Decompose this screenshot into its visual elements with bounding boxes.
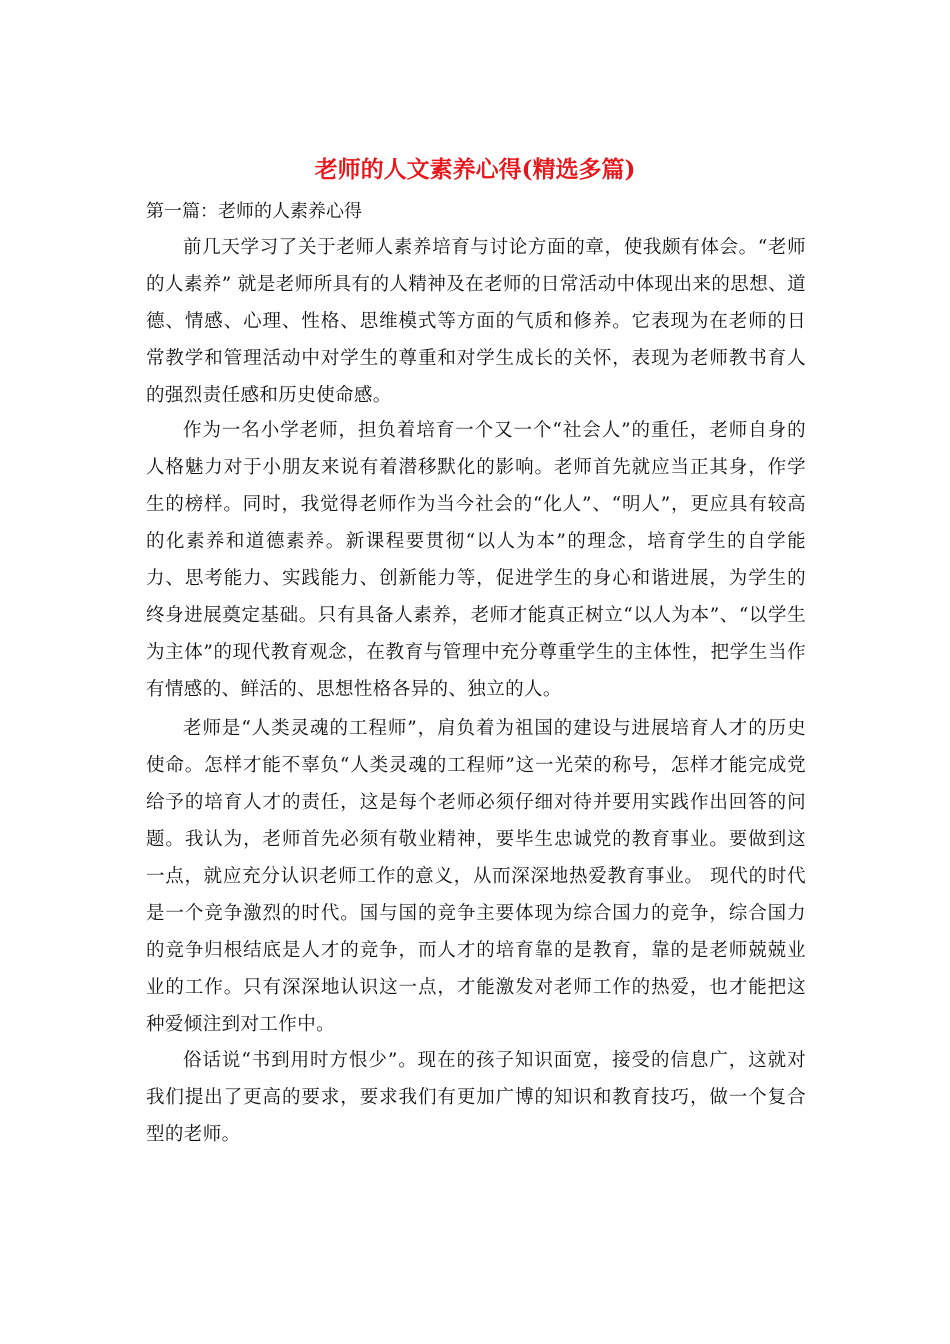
document-title: 老师的人文素养心得(精选多篇) (314, 156, 636, 183)
paragraph-3: 老师是“人类灵魂的工程师”，肩负着为祖国的建设与进展培育人才的历史使命。怎样才能不辜负“人类灵魂的工程师”这一光荣的称号，怎样才能完成党给予的培育人才的责任，这是每个老师必须仔细对待并要用实践作出回答的问题。我认为，老师首先必须有敬业精神，要毕生忠诚党的教育事业。要做到这一点，就应充分认识老师工作的意义，从而深深地热爱教育事业。 现代的时代是一个竞争激烈的时代。国与国的竞争主要体现为综合国力的竞争，综合国力的竞争归根结底是人才的竞争，而人才的培育靠的是教育，靠的是老师兢兢业业的工作。只有深深地认识这一点，才能激发对老师工作的热爱，也才能把这种爱倾注到对工作中。 (146, 718, 806, 1035)
paragraph-1: 前几天学习了关于老师人素养培育与讨论方面的章，使我颇有体会。“老师的人素养” 就是老师所具有的人精神及在老师的日常活动中体现出来的思想、道德、情感、心理、性格、思维模式等方面的气质和修养。它表现为在老师的日常教学和管理活动中对学生的尊重和对学生成长的关怀，表现为老师教书育人的强烈责任感和历史使命感。 (146, 237, 806, 406)
paragraph-2: 作为一名小学老师，担负着培育一个又一个“社会人”的重任，老师自身的人格魅力对于小朋友来说有着潜移默化的影响。老师首先就应当正其身，作学生的榜样。同时，我觉得老师作为当今社会的“化人”、“明人”，更应具有较高的化素养和道德素养。新课程要贯彻“以人为本”的理念，培育学生的自学能力、思考能力、实践能力、创新能力等，促进学生的身心和谐进展，为学生的终身进展奠定基础。只有具备人素养，老师才能真正树立“以人为本”、“以学生为主体”的现代教育观念，在教育与管理中充分尊重学生的主体性，把学生当作有情感的、鲜活的、思想性格各异的、独立的人。 (146, 420, 806, 700)
section-heading: 第一篇：老师的人素养心得 (146, 201, 362, 222)
paragraph-4: 俗话说“书到用时方恨少”。现在的孩子知识面宽，接受的信息广，这就对我们提出了更高的要求，要求我们有更加广博的知识和教育技巧，做一个复合型的老师。 (146, 1050, 806, 1145)
